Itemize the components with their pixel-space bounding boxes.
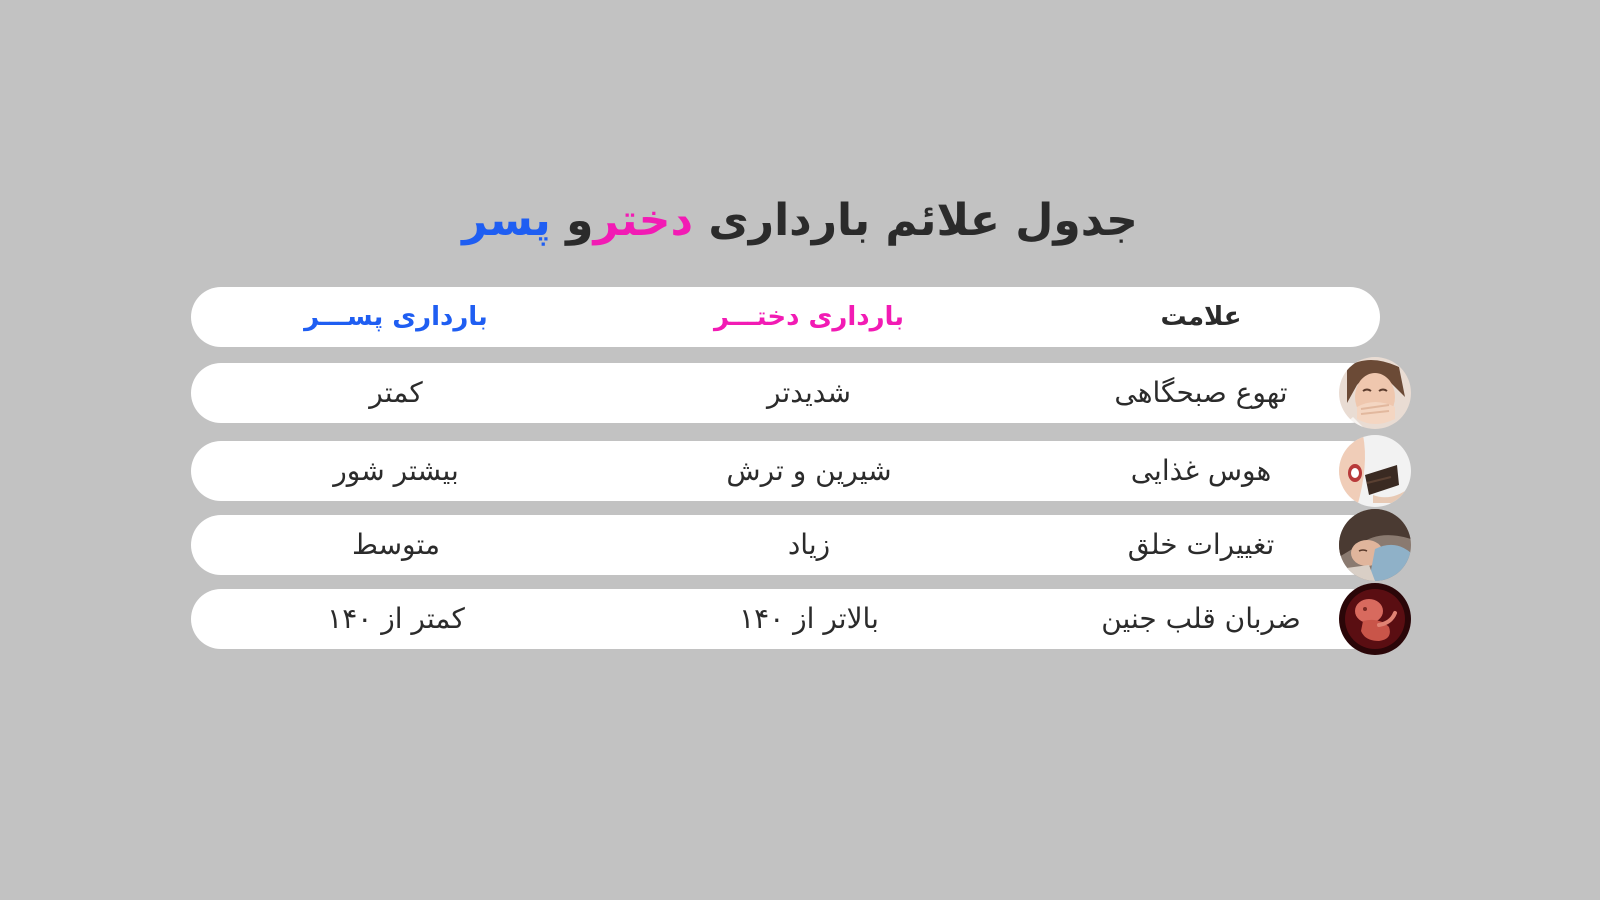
woman-covering-mouth-image — [1339, 357, 1411, 429]
girl-cell: زیاد — [787, 528, 831, 561]
table-row — [191, 363, 1380, 423]
title-main: جدول علائم بارداری — [708, 195, 1138, 247]
table-row — [191, 515, 1380, 575]
sign-cell: تهوع صبحگاهی — [1114, 376, 1288, 409]
boy-cell: کمتر — [369, 376, 423, 409]
header-boy: بارداری پســـر — [304, 302, 488, 332]
boy-cell: متوسط — [352, 528, 440, 561]
fetus-image — [1339, 583, 1411, 655]
girl-cell: شدیدتر — [767, 376, 851, 409]
sign-cell: هوس غذایی — [1130, 454, 1272, 487]
title-conjunction: و — [566, 195, 594, 247]
woman-eating-chocolate-image — [1339, 435, 1411, 507]
page-title — [0, 187, 1600, 255]
table-header-row — [191, 287, 1380, 347]
header-girl: بارداری دختـــر — [713, 302, 905, 332]
girl-cell: بالاتر از ۱۴۰ — [739, 602, 879, 635]
header-sign: علامت — [1160, 302, 1242, 332]
sad-woman-image — [1339, 509, 1411, 581]
boy-cell: کمتر از ۱۴۰ — [327, 602, 465, 635]
table-row — [191, 589, 1380, 649]
table-row — [191, 441, 1380, 501]
sign-cell: تغییرات خلق — [1127, 528, 1275, 561]
title-boy-word: پسر — [462, 195, 551, 247]
title-girl-word: دختر — [593, 195, 694, 247]
girl-cell: شیرین و ترش — [726, 454, 892, 487]
boy-cell: بیشتر شور — [333, 454, 459, 487]
sign-cell: ضربان قلب جنین — [1101, 602, 1301, 635]
